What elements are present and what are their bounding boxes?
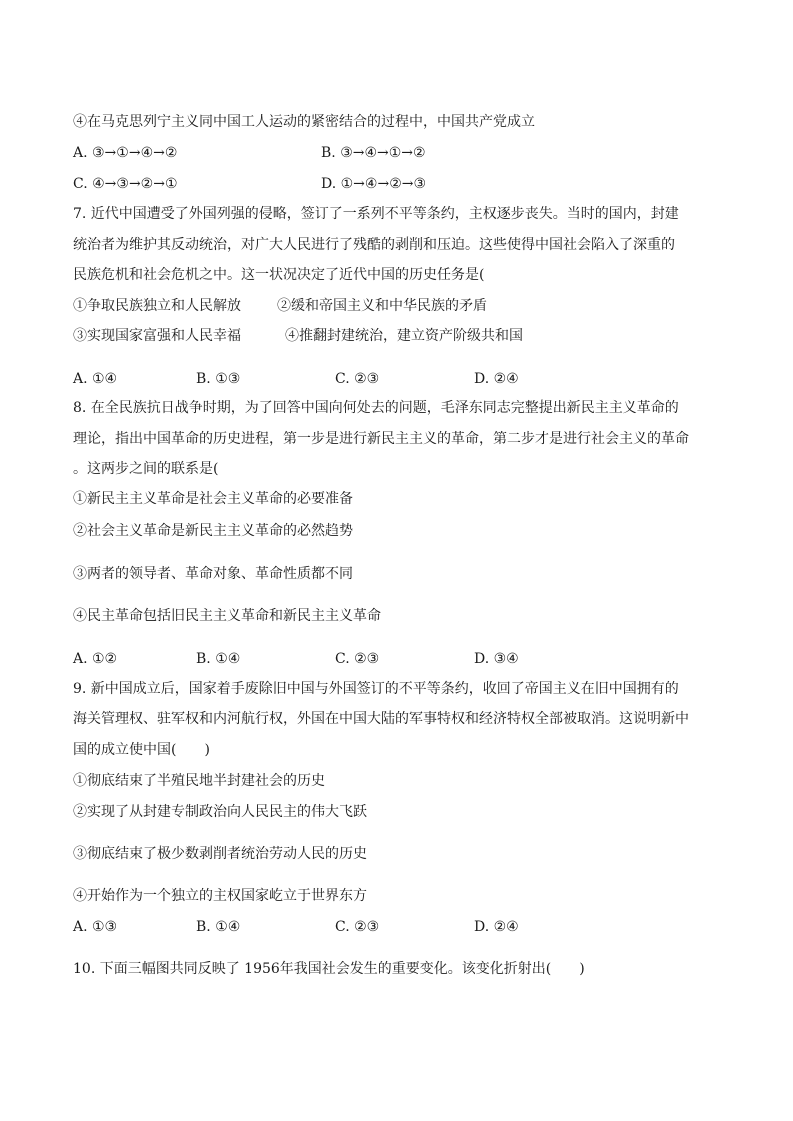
q7-stem-line-1: 7. 近代中国遭受了外国列强的侵略，签订了一系列不平等条约，主权逐步丧失。当时的国内，封建 <box>73 206 679 222</box>
q7-option-a: A. ①④ <box>73 371 118 387</box>
q8-option-c: C. ②③ <box>335 651 380 667</box>
q9-item-2: ②实现了从封建专制政治向人民民主的伟大飞跃 <box>73 804 367 820</box>
q9-option-b: B. ①④ <box>196 919 241 935</box>
q7-option-b: B. ①③ <box>196 371 241 387</box>
q7-item-3: ③实现国家富强和人民幸福 <box>73 328 241 344</box>
q9-item-4: ④开始作为一个独立的主权国家屹立于世界东方 <box>73 888 367 904</box>
q9-item-3: ③彻底结束了极少数剥削者统治劳动人民的历史 <box>73 846 367 862</box>
q6-option-c: C. ④→③→②→① <box>73 176 178 192</box>
q9-option-c: C. ②③ <box>335 919 380 935</box>
q9-stem-line-2: 海关管理权、驻军权和内河航行权，外国在中国大陆的军事特权和经济特权全部被取消。这说明新中 <box>73 711 689 727</box>
q8-stem-line-1: 8. 在全民族抗日战争时期，为了回答中国向何处去的问题，毛泽东同志完整提出新民主主义革命的 <box>73 400 679 416</box>
q8-item-1: ①新民主主义革命是社会主义革命的必要准备 <box>73 491 353 507</box>
q6-option-a: A. ③→①→④→② <box>73 145 178 161</box>
q9-option-a: A. ①③ <box>73 919 118 935</box>
q9-stem-line-1: 9. 新中国成立后，国家着手废除旧中国与外国签订的不平等条约，收回了帝国主义在旧中国拥有的 <box>73 681 679 697</box>
q7-option-c: C. ②③ <box>335 371 380 387</box>
q7-stem-line-3: 民族危机和社会危机之中。这一状况决定了近代中国的历史任务是( <box>73 267 485 283</box>
q8-item-2: ②社会主义革命是新民主主义革命的必然趋势 <box>73 523 353 539</box>
q8-stem-line-3: 。这两步之间的联系是( <box>73 461 219 477</box>
q7-stem-line-2: 统治者为维护其反动统治，对广大人民进行了残酷的剥削和压迫。这些使得中国社会陷入了深重的 <box>73 237 675 253</box>
q9-stem-line-3: 国的成立使中国( ) <box>73 742 210 758</box>
q9-item-1: ①彻底结束了半殖民地半封建社会的历史 <box>73 773 325 789</box>
q8-option-b: B. ①④ <box>196 651 241 667</box>
q8-option-a: A. ①② <box>73 651 118 667</box>
q7-item-4: ④推翻封建统治，建立资产阶级共和国 <box>285 328 523 344</box>
q8-option-d: D. ③④ <box>474 651 519 667</box>
q9-option-d: D. ②④ <box>474 919 519 935</box>
q8-stem-line-2: 理论，指出中国革命的历史进程，第一步是进行新民主主义的革命，第二步才是进行社会主义的革命 <box>73 431 689 447</box>
q10-stem: 10. 下面三幅图共同反映了 1956年我国社会发生的重要变化。该变化折射出( ) <box>73 961 585 977</box>
q8-item-4: ④民主革命包括旧民主主义革命和新民主主义革命 <box>73 608 381 624</box>
q6-option-b: B. ③→④→①→② <box>321 145 426 161</box>
q7-option-d: D. ②④ <box>474 371 519 387</box>
q7-item-1: ①争取民族独立和人民解放 <box>73 298 241 314</box>
q8-item-3: ③两者的领导者、革命对象、革命性质都不同 <box>73 566 353 582</box>
q6-item-4: ④在马克思列宁主义同中国工人运动的紧密结合的过程中，中国共产党成立 <box>73 114 535 130</box>
q6-option-d: D. ①→④→②→③ <box>321 176 427 192</box>
q7-item-2: ②缓和帝国主义和中华民族的矛盾 <box>277 298 487 314</box>
